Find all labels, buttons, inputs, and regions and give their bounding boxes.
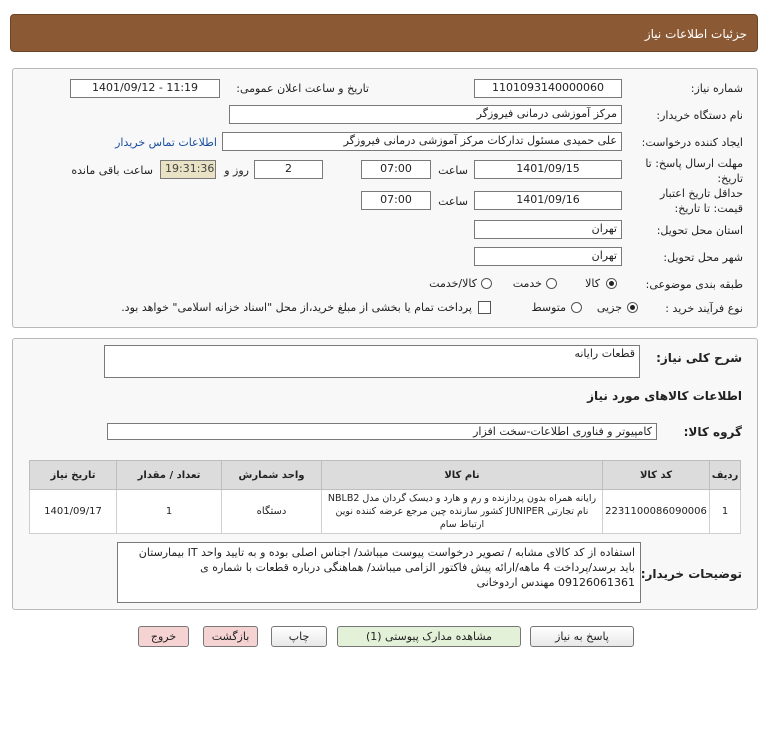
price-validity-time-label: ساعت: [438, 195, 468, 208]
purchase-option-minor: جزیی: [596, 301, 622, 314]
exit-button[interactable]: خروج: [138, 626, 189, 647]
category-radio-goods-service[interactable]: [481, 278, 492, 289]
price-validity-label: [660, 186, 743, 216]
treasury-payment-note: پرداخت تمام یا بخشی از مبلغ خرید،از محل "اسناد خزانه اسلامی" خواهد بود.: [121, 301, 472, 314]
buyer-notes-field: استفاده از کد کالای مشابه / تصویر درخواست پیوست میباشد/ اجناس اصلی بوده و به تایید واحد IT بیمارستان باید برسد/پرداخت 4 ماهه/ارائه پیش فاکتور الزامی میباشد/ هماهنگی درباره قطعات با شماره ی 09126061361 مهندس اردوخانی: [117, 542, 641, 603]
price-validity-date-field: 1401/09/16: [474, 191, 622, 210]
remaining-time-label: ساعت باقی مانده: [71, 164, 153, 177]
deadline-time-label: ساعت: [438, 164, 468, 177]
purchase-radio-minor[interactable]: [627, 302, 638, 313]
need-number-field: 1101093140000060: [474, 79, 622, 98]
col-row-header: ردیف: [710, 461, 741, 490]
requester-label: ایجاد کننده درخواست:: [641, 136, 743, 149]
goods-info-title: اطلاعات کالاهای مورد نیاز: [587, 389, 742, 403]
category-option-service: خدمت: [512, 277, 542, 290]
cell-code: 2231100086090006: [603, 490, 710, 534]
deadline-label-line2: تاریخ:: [717, 172, 743, 185]
goods-group-field: کامپیوتر و فناوری اطلاعات-سخت افزار: [107, 423, 657, 440]
days-remaining-field: 2: [254, 160, 323, 179]
table-row: [30, 490, 741, 534]
reply-button[interactable]: پاسخ به نیاز: [530, 626, 634, 647]
category-radio-goods[interactable]: [606, 278, 617, 289]
buyer-contact-link[interactable]: اطلاعات تماس خریدار: [115, 136, 217, 149]
announce-field: 1401/09/12 - 11:19: [70, 79, 220, 98]
city-label: شهر محل تحویل:: [663, 251, 743, 264]
category-option-goods-service: کالا/خدمت: [429, 277, 477, 290]
price-validity-label-line2: قیمت: تا تاریخ:: [674, 202, 743, 215]
col-unit-header: واحد شمارش: [222, 461, 322, 490]
buyer-org-field: مرکز آموزشی درمانی فیروزگر: [229, 105, 622, 124]
col-name-header: نام کالا: [322, 461, 603, 490]
print-button[interactable]: چاپ: [271, 626, 327, 647]
days-label: روز و: [224, 164, 249, 177]
goods-table: [29, 460, 741, 534]
page-title: جزئیات اطلاعات نیاز: [644, 27, 747, 41]
price-validity-label-line1: حداقل تاریخ اعتبار: [659, 187, 743, 200]
province-label: استان محل تحویل:: [656, 224, 743, 237]
deadline-time-field: 07:00: [361, 160, 431, 179]
purchase-radio-medium[interactable]: [571, 302, 582, 313]
col-date-header: تاریخ نیاز: [30, 461, 117, 490]
city-field: تهران: [474, 247, 622, 266]
buyer-org-label: نام دستگاه خریدار:: [656, 109, 743, 122]
purchase-option-medium: متوسط: [531, 301, 566, 314]
col-code-header: کد کالا: [603, 461, 710, 490]
cell-unit: دستگاه: [222, 490, 322, 534]
treasury-payment-checkbox[interactable]: [478, 301, 491, 314]
deadline-date-field: 1401/09/15: [474, 160, 622, 179]
category-option-goods: کالا: [585, 277, 600, 290]
deadline-label: [645, 156, 743, 186]
col-qty-header: تعداد / مقدار: [117, 461, 222, 490]
cell-date: 1401/09/17: [30, 490, 117, 534]
buyer-notes-label: توضیحات خریدار:: [640, 567, 742, 581]
remaining-time-field: 19:31:36: [160, 160, 216, 179]
category-label: طبقه بندی موضوعی:: [645, 278, 743, 291]
description-label: شرح کلی نیاز:: [656, 351, 742, 365]
need-number-label: شماره نیاز:: [690, 82, 743, 95]
requester-field: علی حمیدی مسئول تدارکات مرکز آموزشی درمانی فیروزگر: [222, 132, 622, 151]
cell-row: 1: [710, 490, 741, 534]
page-header: [10, 14, 758, 52]
back-button[interactable]: بازگشت: [203, 626, 258, 647]
deadline-label-line1: مهلت ارسال پاسخ: تا: [645, 157, 743, 170]
purchase-type-label: نوع فرآیند خرید :: [665, 302, 743, 315]
cell-qty: 1: [117, 490, 222, 534]
cell-name: رایانه همراه بدون پردازنده و رم و هارد و دیسک گردان مدل NBLB2 نام تجارتی JUNIPER کشور سازنده چین مرجع عرضه کننده نوین ارتباط سام: [322, 490, 603, 534]
goods-group-label: گروه کالا:: [683, 425, 742, 439]
description-field: قطعات رایانه: [104, 345, 640, 378]
price-validity-time-field: 07:00: [361, 191, 431, 210]
province-field: تهران: [474, 220, 622, 239]
category-radio-service[interactable]: [546, 278, 557, 289]
announce-label: تاریخ و ساعت اعلان عمومی:: [236, 82, 369, 95]
view-attachments-button[interactable]: مشاهده مدارک پیوستی (1): [337, 626, 521, 647]
